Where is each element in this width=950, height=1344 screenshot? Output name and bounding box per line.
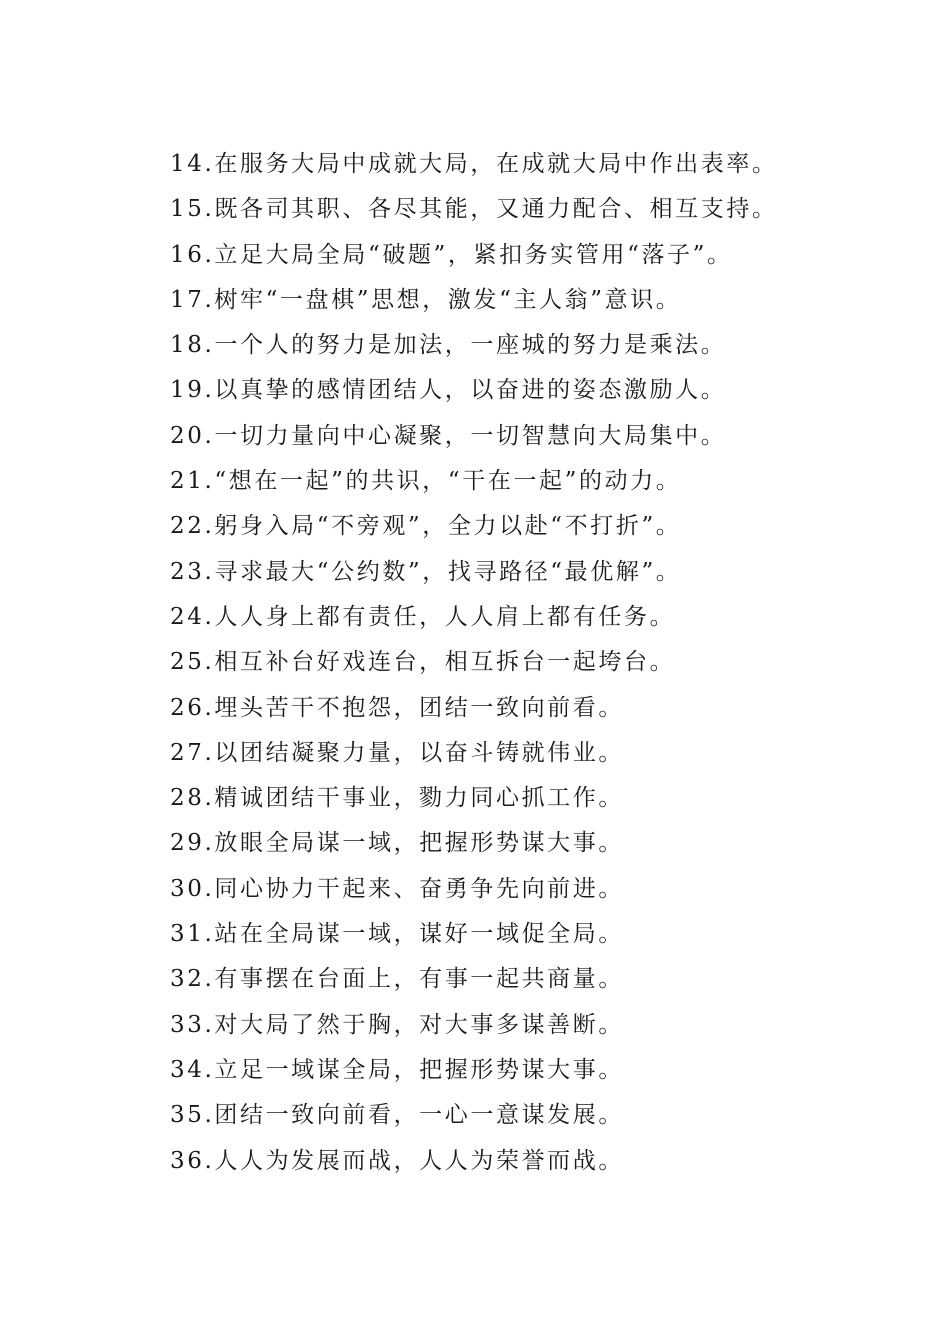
list-item: 22.躬身入局“不旁观”，全力以赴“不打折”。 <box>170 513 682 540</box>
list-item: 29.放眼全局谋一域，把握形势谋大事。 <box>170 830 624 857</box>
list-item: 26.埋头苦干不抱怨，团结一致向前看。 <box>170 694 624 721</box>
list-item: 30.同心协力干起来、奋勇争先向前进。 <box>170 875 624 902</box>
list-item: 25.相互补台好戏连台，相互拆台一起垮台。 <box>170 649 676 676</box>
list-item: 14.在服务大局中成就大局，在成就大局中作出表率。 <box>170 151 778 177</box>
list-item: 36.人人为发展而战，人人为荣誉而战。 <box>170 1147 624 1174</box>
list-item: 21.“想在一起”的共识，“干在一起”的动力。 <box>170 468 682 495</box>
list-item: 33.对大局了然于胸，对大事多谋善断。 <box>170 1011 624 1038</box>
list-item: 31.站在全局谋一域，谋好一域促全局。 <box>170 921 624 948</box>
list-item: 28.精诚团结干事业，勠力同心抓工作。 <box>170 785 624 812</box>
list-item: 20.一切力量向中心凝聚，一切智慧向大局集中。 <box>170 422 727 449</box>
list-item: 23.寻求最大“公约数”，找寻路径“最优解”。 <box>170 558 682 585</box>
list-item: 19.以真挚的感情团结人，以奋进的姿态激励人。 <box>170 377 727 404</box>
list-item: 24.人人身上都有责任，人人肩上都有任务。 <box>170 603 676 630</box>
numbered-line-list <box>170 142 870 1184</box>
list-item: 35.团结一致向前看，一心一意谋发展。 <box>170 1102 624 1129</box>
list-item: 27.以团结凝聚力量，以奋斗铸就伟业。 <box>170 739 624 766</box>
list-item: 32.有事摆在台面上，有事一起共商量。 <box>170 966 624 993</box>
list-item: 15.既各司其职、各尽其能，又通力配合、相互支持。 <box>170 196 778 223</box>
list-item: 16.立足大局全局“破题”，紧扣务实管用“落子”。 <box>170 241 733 268</box>
list-item: 34.立足一域谋全局，把握形势谋大事。 <box>170 1056 624 1083</box>
list-item: 17.树牢“一盘棋”思想，激发“主人翁”意识。 <box>170 286 682 313</box>
list-item: 18.一个人的努力是加法，一座城的努力是乘法。 <box>170 332 727 359</box>
